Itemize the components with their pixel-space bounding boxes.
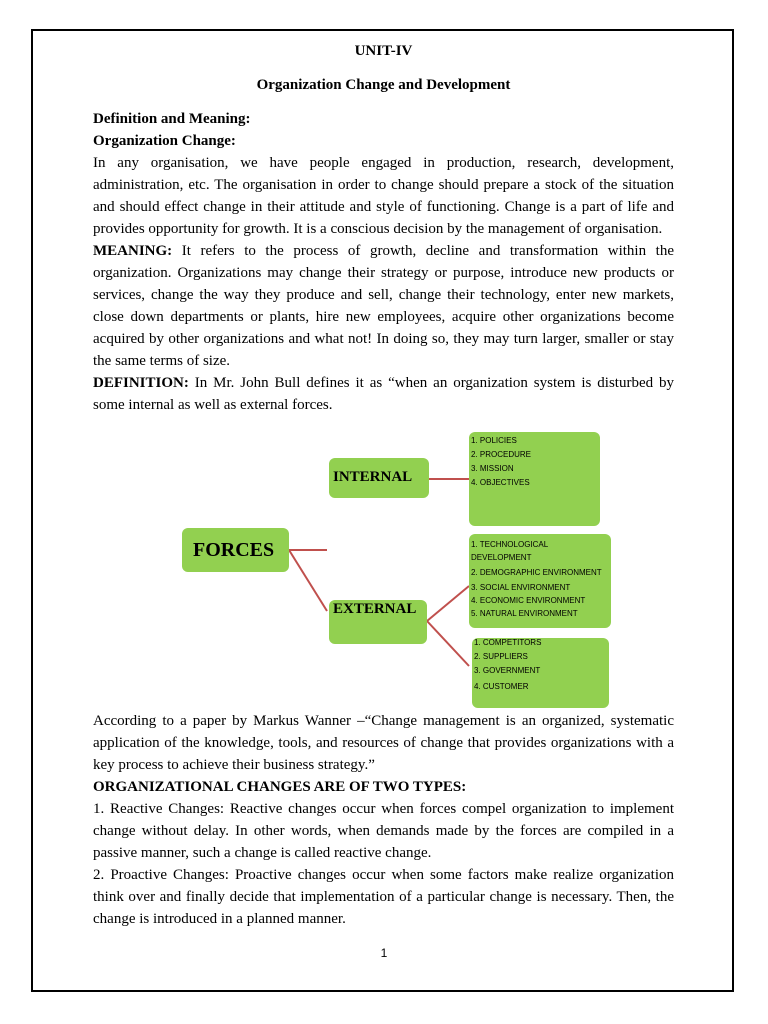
list-item: 4. CUSTOMER <box>474 682 529 691</box>
meaning-label: MEANING: <box>93 243 173 259</box>
list-item: 1. COMPETITORS <box>474 638 542 647</box>
page-title: Organization Change and Development <box>256 77 511 93</box>
list-item: 1. POLICIES <box>471 436 517 445</box>
page-number: 1 <box>380 946 388 960</box>
list-item: 1. TECHNOLOGICAL <box>471 540 549 549</box>
internal-label: INTERNAL <box>333 469 413 485</box>
list-item: 3. GOVERNMENT <box>474 666 541 675</box>
external-label: EXTERNAL <box>333 601 417 617</box>
definition-paragraph <box>93 372 674 416</box>
reactive-paragraph: 1. Reactive Changes: Reactive changes occur when forces compel organization to implement change without delay. In other words, when demands made by the forces are compiled in a passive manner, such a change is called reactive change. <box>93 801 674 861</box>
meaning-paragraph <box>93 240 674 372</box>
types-heading: ORGANIZATIONAL CHANGES ARE OF TWO TYPES: <box>93 779 467 795</box>
external-box <box>329 600 427 644</box>
external-env-box <box>469 534 611 628</box>
external-env-list <box>471 538 602 620</box>
list-item: 2. PROCEDURE <box>471 450 532 459</box>
list-item: DEVELOPMENT <box>471 553 532 562</box>
internal-items-list <box>471 434 531 490</box>
definition-label: DEFINITION: <box>93 375 189 391</box>
list-item: 4. OBJECTIVES <box>471 478 530 487</box>
external-stakeholders-box <box>472 638 609 708</box>
intro-paragraph: In any organisation, we have people engaged in production, research, development, administration, etc. The organisation in order to change should prepare a stock of the situation and should effect change in their attitude and style of functioning. Change is a part of life and provides opportunity for growth. It is a conscious decision by the management of organisation. <box>93 155 674 237</box>
list-item: 5. NATURAL ENVIRONMENT <box>471 609 578 618</box>
list-item: 3. SOCIAL ENVIRONMENT <box>471 583 571 592</box>
wanner-paragraph: According to a paper by Markus Wanner –“Change management is an organized, systematic application of the knowledge, tools, and resources of change that provides organizations with a key process to achieve their business strategy.” <box>93 713 674 773</box>
list-item: 3. MISSION <box>471 464 514 473</box>
definition-meaning-heading: Definition and Meaning: <box>93 111 251 127</box>
forces-diagram <box>93 416 674 708</box>
unit-heading: UNIT-IV <box>354 43 413 59</box>
meaning-text: It refers to the process of growth, decline and transformation within the organization. Organizations may change their strategy or purpose, introduce new products or services, change the way they produce and sell, change their technology, enter new markets, close down departments or plants, hire new employees, acquire other organizations become acquired by other organizations and what not! In doing so, they may turn larger, smaller or stay the same terms of size. <box>93 243 674 369</box>
forces-box <box>182 528 289 572</box>
proactive-paragraph: 2. Proactive Changes: Proactive changes occur when some factors make realize organization think over and finally decide that implementation of a particular change is necessary. Then, the change is introduced in a planned manner. <box>93 867 674 927</box>
list-item: 2. DEMOGRAPHIC ENVIRONMENT <box>471 568 602 577</box>
internal-items-box <box>469 432 600 526</box>
external-stakeholders-list <box>474 636 541 694</box>
document-body <box>93 40 674 930</box>
internal-box <box>329 458 429 498</box>
definition-text: In Mr. John Bull defines it as “when an organization system is disturbed by some internal as well as external forces. <box>93 375 674 413</box>
org-change-heading: Organization Change: <box>93 133 236 149</box>
list-item: 2. SUPPLIERS <box>474 652 528 661</box>
list-item: 4. ECONOMIC ENVIRONMENT <box>471 596 586 605</box>
forces-label: FORCES <box>193 539 275 561</box>
